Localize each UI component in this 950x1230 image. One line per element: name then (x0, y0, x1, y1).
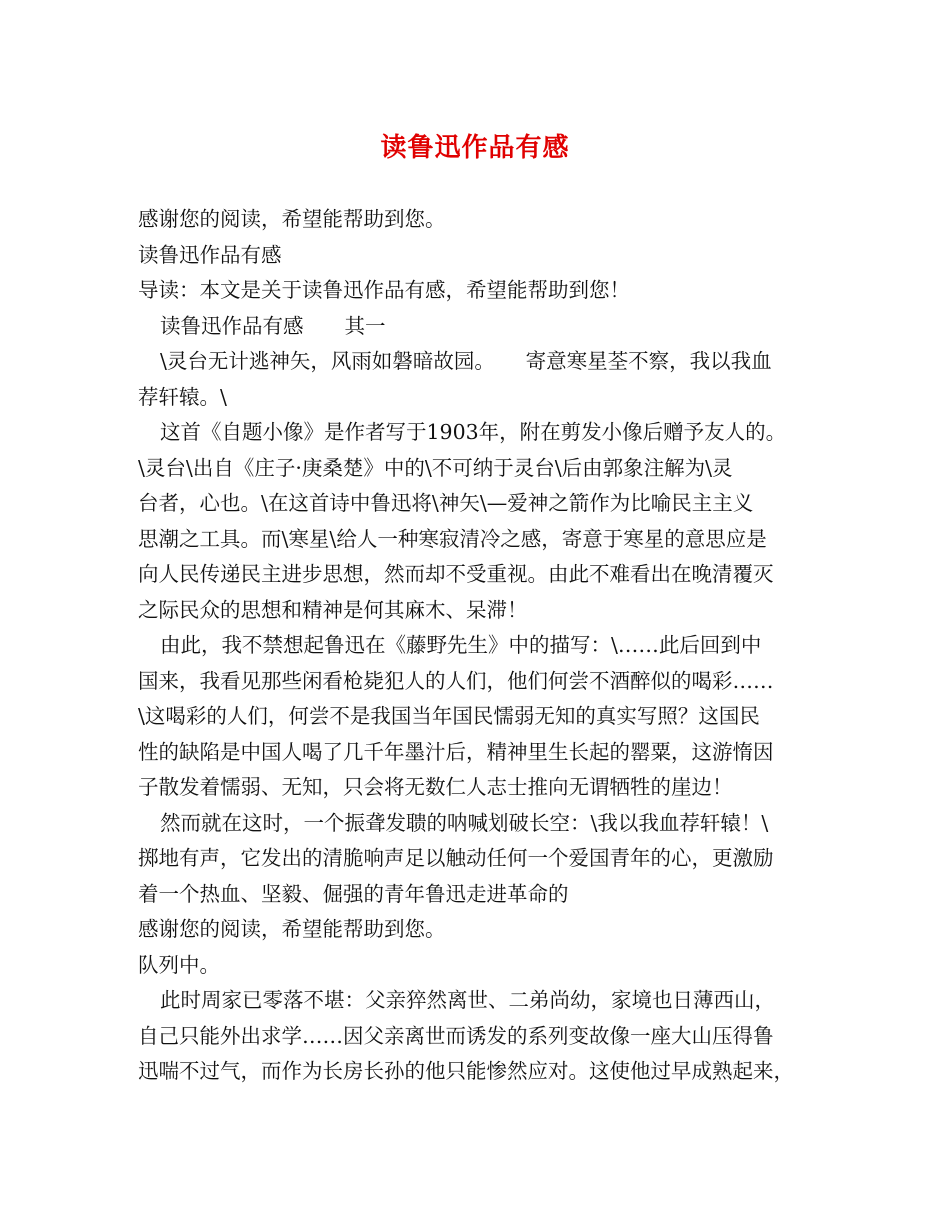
text-line: 这首《自题小像》是作者写于1903年，附在剪发小像后赠予友人的。 (160, 420, 787, 444)
text-line: \这喝彩的人们，何尝不是我国当年国民懦弱无知的真实写照？这国民 (138, 704, 760, 728)
text-line: 队列中。 (138, 952, 220, 977)
text-line: 迅喘不过气，而作为长房长孙的他只能惨然应对。这使他过早成熟起来， (138, 1059, 794, 1083)
text-line: 自己只能外出求学……因父亲离世而诱发的系列变故像一座大山压得鲁 (138, 1023, 774, 1048)
text-line: 向人民传递民主进步思想，然而却不受重视。由此不难看出在晚清覆灭 (138, 562, 774, 586)
text-line: 读鲁迅作品有感 其一 (160, 313, 386, 338)
text-line: 读鲁迅作品有感 (138, 242, 282, 267)
text-line: 国来，我看见那些闲看枪毙犯人的人们，他们何尝不酒醉似的喝彩…… (138, 668, 774, 693)
text-line: 子散发着懦弱、无知，只会将无数仁人志士推向无谓牺牲的崖边！ (138, 775, 733, 799)
document-body (138, 202, 818, 1090)
text-line: 之际民众的思想和精神是何其麻木、呆滞！ (138, 597, 528, 622)
text-line: 然而就在这时，一个振聋发聩的呐喊划破长空：\我以我血荐轩辕！\ (160, 810, 769, 835)
text-line: 感谢您的阅读，希望能帮助到您。 (138, 207, 446, 231)
text-line: 导读：本文是关于读鲁迅作品有感，希望能帮助到您！ (138, 278, 630, 302)
document-title: 读鲁迅作品有感 (380, 133, 570, 163)
text-line: 性的缺陷是中国人喝了几千年墨汁后，精神里生长起的罂粟，这游惰因 (138, 739, 774, 764)
text-line: 思潮之工具。而\寒星\给人一种寒寂清冷之感，寄意于寒星的意思应是 (138, 526, 767, 551)
text-line: \灵台无计逃神矢，风雨如磐暗故园。 寄意寒星荃不察，我以我血 (160, 349, 772, 373)
text-line: 掷地有声，它发出的清脆响声足以触动任何一个爱国青年的心，更激励 (138, 846, 774, 870)
text-line: 此时周家已零落不堪：父亲猝然离世、二弟尚幼，家境也日薄西山， (160, 988, 775, 1012)
text-line: 着一个热血、坚毅、倔强的青年鲁迅走进革命的 (138, 881, 569, 906)
text-line: 台者，心也。\在这首诗中鲁迅将\神矢\—爱神之箭作为比喻民主主义 (138, 491, 754, 515)
text-line: 由此，我不禁想起鲁迅在《藤野先生》中的描写：\……此后回到中 (160, 633, 762, 657)
text-line: 荐轩辕。\ (138, 384, 227, 409)
text-line: 感谢您的阅读，希望能帮助到您。 (138, 917, 446, 941)
text-line: \灵台\出自《庄子·庚桑楚》中的\不可纳于灵台\后由郭象注解为\灵 (138, 455, 733, 480)
